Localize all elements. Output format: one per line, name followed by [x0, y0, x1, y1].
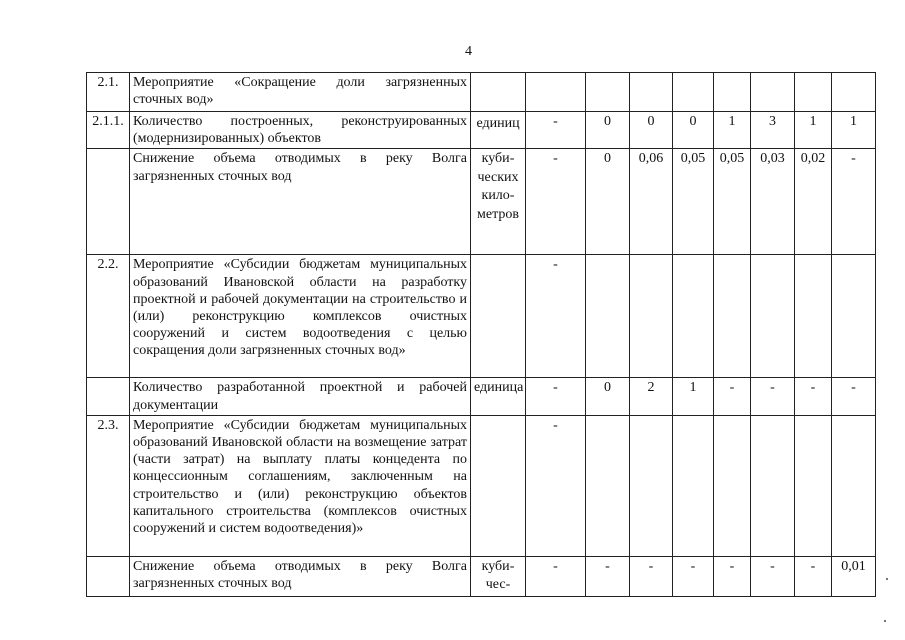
value-cell: - [795, 556, 832, 596]
value-cell: - [751, 378, 795, 415]
row-description: Количество построенных, реконструированных (модернизированных) объектов [130, 112, 471, 149]
table-row [87, 415, 876, 556]
value-cell: - [832, 378, 876, 415]
value-cell: 0,01 [832, 556, 876, 596]
value-cell: - [526, 149, 586, 255]
row-description: Мероприятие «Субсидии бюджетам муниципальных образований Ивановской области на разработку проектной и рабочей документации на строительство и (или) реконструкцию комплексов очистных сооружений и систем водоотведения с целью сокращения доли загрязненных сточных вод» [130, 255, 471, 378]
row-number: 2.1.1. [87, 112, 130, 149]
value-cell [673, 415, 714, 556]
value-cell: - [586, 556, 630, 596]
value-cell: 3 [751, 112, 795, 149]
value-cell [714, 415, 751, 556]
row-description: Снижение объема отводимых в реку Волга загрязненных сточных вод [130, 149, 471, 255]
value-cell: - [630, 556, 673, 596]
value-cell: 1 [714, 112, 751, 149]
value-cell: - [673, 556, 714, 596]
value-cell: 1 [795, 112, 832, 149]
value-cell: - [714, 556, 751, 596]
value-cell: 0 [586, 378, 630, 415]
row-description: Мероприятие «Сокращение доли загрязненных сточных вод» [130, 73, 471, 112]
page-number: 4 [465, 44, 472, 59]
row-description: Мероприятие «Субсидии бюджетам муниципальных образований Ивановской области на возмещение затрат (части затрат) на выплату платы концедента по концессионным соглашениям, заключенным на строительство и (или) реконструкцию объектов капитального строительства (комплексов очистных сооружений и систем водоотведения)» [130, 415, 471, 556]
row-unit [471, 255, 526, 378]
table-row [87, 73, 876, 112]
value-cell: 1 [832, 112, 876, 149]
row-unit: кубических километров [471, 149, 526, 255]
value-cell: 0,03 [751, 149, 795, 255]
row-unit [471, 415, 526, 556]
value-cell [795, 255, 832, 378]
table-row [87, 556, 876, 596]
value-cell: 1 [673, 378, 714, 415]
value-cell [832, 255, 876, 378]
row-number [87, 378, 130, 415]
value-cell: - [526, 556, 586, 596]
row-description: Количество разработанной проектной и рабочей документации [130, 378, 471, 415]
table-row [87, 112, 876, 149]
value-cell: - [526, 415, 586, 556]
scan-speck [886, 578, 888, 580]
value-cell [630, 255, 673, 378]
value-cell [714, 255, 751, 378]
value-cell: 0,05 [673, 149, 714, 255]
row-number: 2.2. [87, 255, 130, 378]
value-cell [586, 73, 630, 112]
row-unit [471, 73, 526, 112]
table-row [87, 378, 876, 415]
row-unit: кубичес- [471, 556, 526, 596]
row-number [87, 556, 130, 596]
row-unit: единица [471, 378, 526, 415]
value-cell [751, 255, 795, 378]
table-row [87, 149, 876, 255]
value-cell [630, 73, 673, 112]
value-cell [526, 73, 586, 112]
value-cell: 0 [630, 112, 673, 149]
scan-speck [884, 620, 886, 622]
value-cell: - [795, 378, 832, 415]
table-row [87, 255, 876, 378]
value-cell: 2 [630, 378, 673, 415]
row-number: 2.1. [87, 73, 130, 112]
value-cell: 0,02 [795, 149, 832, 255]
value-cell [832, 73, 876, 112]
value-cell [586, 255, 630, 378]
value-cell [714, 73, 751, 112]
value-cell [586, 415, 630, 556]
value-cell: - [526, 112, 586, 149]
value-cell [673, 255, 714, 378]
value-cell: 0 [673, 112, 714, 149]
value-cell: 0,05 [714, 149, 751, 255]
value-cell: 0 [586, 112, 630, 149]
value-cell: 0 [586, 149, 630, 255]
value-cell: 0,06 [630, 149, 673, 255]
value-cell: - [526, 378, 586, 415]
row-number: 2.3. [87, 415, 130, 556]
indicator-table [86, 72, 876, 597]
value-cell [751, 415, 795, 556]
row-unit: единиц [471, 112, 526, 149]
value-cell: - [832, 149, 876, 255]
row-description: Снижение объема отводимых в реку Волга загрязненных сточных вод [130, 556, 471, 596]
value-cell [795, 415, 832, 556]
value-cell [673, 73, 714, 112]
value-cell [630, 415, 673, 556]
row-number [87, 149, 130, 255]
value-cell: - [526, 255, 586, 378]
value-cell [832, 415, 876, 556]
value-cell: - [751, 556, 795, 596]
value-cell [795, 73, 832, 112]
value-cell: - [714, 378, 751, 415]
value-cell [751, 73, 795, 112]
